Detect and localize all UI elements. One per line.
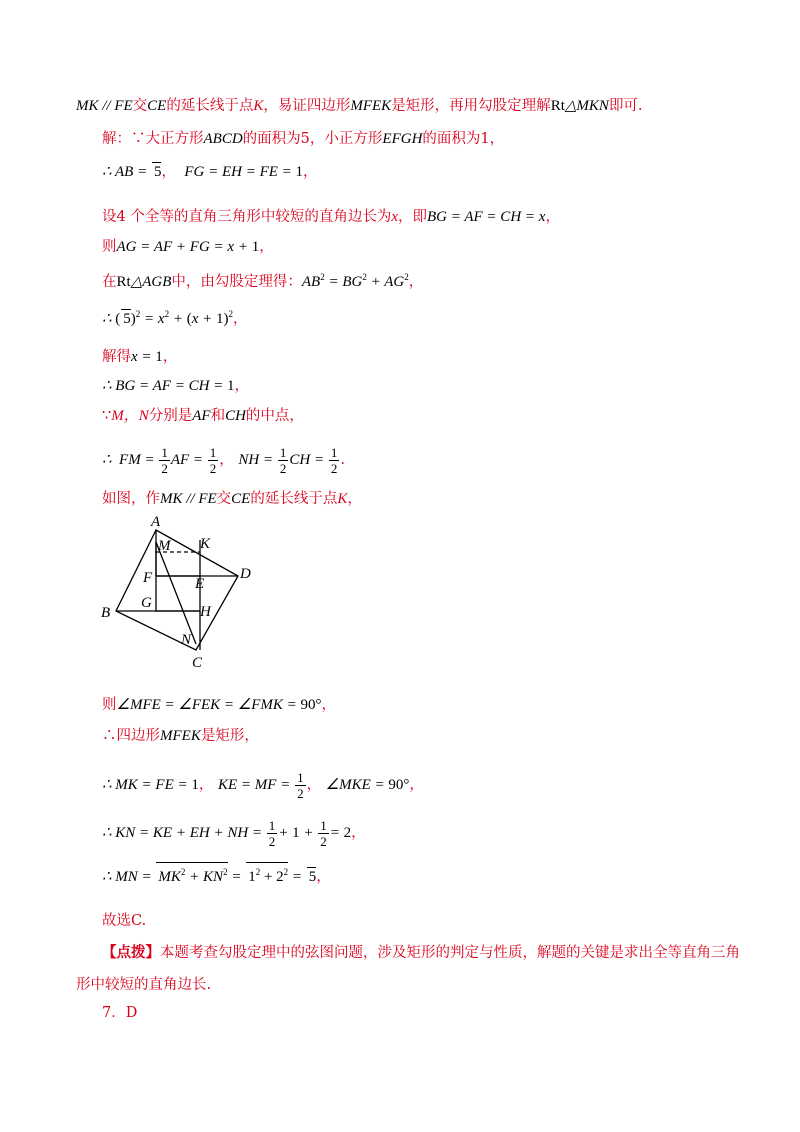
equation-sqrt5: ∴ ( $5)^2 = x^2 + (x + 1)^2$， bbox=[102, 309, 248, 327]
label-K: K bbox=[200, 536, 211, 552]
let-x-line: 设4 个全等的直角三角形中较短的直角边长为x，即BG = AF = CH = x， bbox=[102, 209, 560, 225]
mk-ke-line: ∴ MK = FE = 1， KE = MF = $\frac{1}{2}$ ， ∠MKE = 90°， bbox=[102, 770, 424, 801]
label-A: A bbox=[151, 514, 161, 530]
tip-label: 【点拨】 bbox=[102, 944, 160, 961]
bg-equals: ∴ BG = AF = CH = 1， bbox=[102, 378, 250, 394]
tip-paragraph-cont: 形中较短的直角边长. bbox=[76, 977, 212, 993]
answer-choice: 故选C. bbox=[102, 913, 147, 929]
label-E: E bbox=[195, 576, 205, 592]
midpoint-line: ∵M，N分别是AF和CH的中点， bbox=[102, 408, 304, 424]
label-H: H bbox=[200, 604, 211, 620]
equation-ab-fg: ∴ AB = 5， FG = EH = FE = 1， bbox=[102, 164, 318, 180]
answer-7: 7．D bbox=[102, 1005, 138, 1021]
label-M: M bbox=[158, 538, 171, 554]
construction-line: 如图，作MK // FE交CE的延长线于点K， bbox=[102, 491, 362, 507]
geometry-figure bbox=[96, 512, 276, 672]
angles-line: 则∠MFE = ∠FEK = ∠FMK = 90°， bbox=[102, 697, 337, 713]
tip-paragraph: 【点拨】本题考查勾股定理中的弦图问题，涉及矩形的判定与性质，解题的关键是求出全等直角三角 bbox=[102, 944, 740, 961]
label-D: D bbox=[240, 566, 251, 582]
label-C: C bbox=[192, 655, 203, 671]
ag-line: 则AG = AF + FG = x + 1， bbox=[102, 239, 274, 255]
rectangle-line: ∴四边形MFEK是矩形， bbox=[102, 728, 259, 744]
label-B: B bbox=[101, 605, 111, 621]
solution-start: 解：∵大正方形ABCD的面积为5，小正方形EFGH的面积为1， bbox=[102, 131, 505, 147]
intro-line: MK // FE交CE的延长线于点K，易证四边形MFEK是矩形，再用勾股定理解Rt△MKN即可. bbox=[76, 98, 643, 114]
mn-line: ∴ MN = $MK^2 + KN^2 = 1^2 + 2^2 = 5$， bbox=[102, 862, 331, 886]
fm-nh-line: ∴ FM = $\frac{1}{2}$ AF = $\frac{1}{2}$ ， NH = $\frac{1}{2}$ CH = $\frac{1}{2}$ . bbox=[102, 445, 345, 476]
label-N: N bbox=[181, 632, 192, 648]
solve-x: 解得x = 1， bbox=[102, 349, 178, 365]
pythagoras-line: 在Rt△AGB中，由勾股定理得：$AB^2 = BG^2 + AG^2$， bbox=[102, 272, 424, 290]
label-G: G bbox=[141, 595, 152, 611]
kn-line: ∴ KN = KE + EH + NH = $\frac{1}{2}$ + 1 + $\frac{1}{2}$ = 2， bbox=[102, 818, 366, 849]
label-F: F bbox=[143, 570, 153, 586]
